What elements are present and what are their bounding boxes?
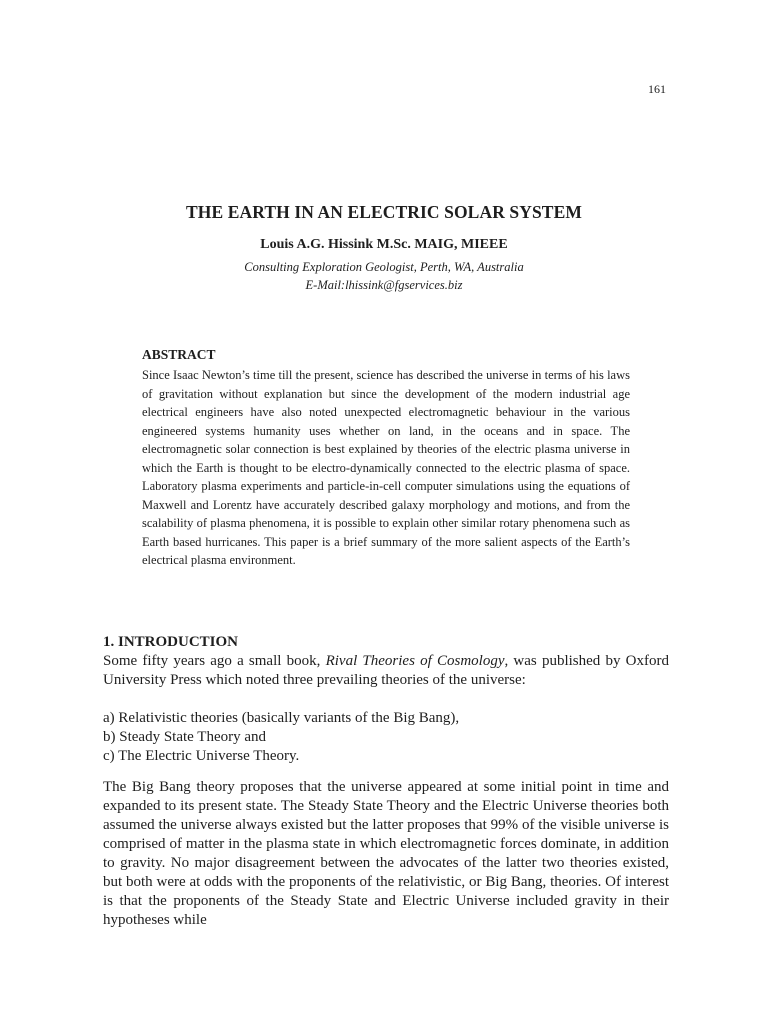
big-bang-paragraph bbox=[103, 778, 669, 930]
big-bang-paragraph-text: The Big Bang theory proposes that the universe appeared at some initial point in time and expanded to its present state. The Steady State Theory and the Electric Universe theories both assumed the universe always existed but the latter proposes that 99% of the visible universe is comprised of matter in the plasma state in which electromagnetic forces dominate, in addition to gravity. No major disagreement between the advocates of the latter two theories existed, but both were at odds with the proponents of the relativistic, or Big Bang, theories. Of interest is that the proponents of the Steady State and Electric Universe included gravity in their hypotheses while bbox=[103, 779, 669, 928]
abstract-text: Since Isaac Newton’s time till the present, science has described the universe in terms of his laws of gravitation without explanation but since the development of the modern industrial age electrical engineers have also noted unexpected electromagnetic behaviour in the various engineered systems humanity uses whether on land, in the oceans and in space. The electromagnetic solar connection is best explained by theories of the electric plasma universe in which the Earth is thought to be electro-dynamically connected to the electric plasma of space. Laboratory plasma experiments and particle-in-cell computer simulations using the equations of Maxwell and Lorentz have accurately described galaxy morphology and motions, and from the scalability of plasma phenomena, it is possible to explain other similar rotary phenomena such as Earth based hurricanes. This paper is a brief summary of the more salient aspects of the Earth’s electrical plasma environment. bbox=[142, 368, 630, 567]
theory-list bbox=[103, 709, 669, 766]
intro-paragraph-text bbox=[103, 652, 669, 690]
intro-paragraph bbox=[103, 652, 669, 690]
intro-text-end: , was published by Oxford University Press which noted three prevailing theories of the universe: bbox=[103, 653, 669, 688]
abstract-heading: ABSTRACT bbox=[142, 347, 216, 362]
list-item: b) Steady State Theory and bbox=[103, 729, 267, 745]
list-item: c) The Electric Universe Theory. bbox=[103, 748, 300, 764]
page-number: 161 bbox=[648, 82, 666, 96]
intro-text-start: Some fifty years ago a small book, bbox=[103, 653, 326, 669]
author-affiliation: Consulting Exploration Geologist, Perth, WA, Australia bbox=[244, 260, 524, 274]
paper-title: THE EARTH IN AN ELECTRIC SOLAR SYSTEM bbox=[186, 202, 582, 222]
list-item: a) Relativistic theories (basically variants of the Big Bang), bbox=[103, 710, 460, 726]
author-email: E-Mail:lhissink@fgservices.biz bbox=[305, 278, 463, 292]
book-title: Rival Theories of Cosmology bbox=[325, 653, 505, 669]
abstract-body bbox=[142, 366, 630, 570]
section-heading-introduction: 1. INTRODUCTION bbox=[103, 634, 239, 650]
author-line: Louis A.G. Hissink M.Sc. MAIG, MIEEE bbox=[260, 237, 508, 252]
